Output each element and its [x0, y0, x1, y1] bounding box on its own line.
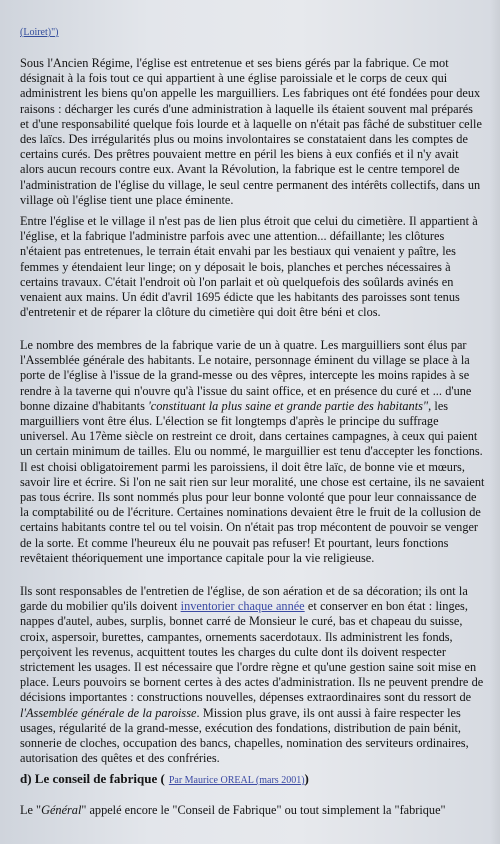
- inventory-link[interactable]: inventorier chaque année: [180, 599, 305, 614]
- paragraph-general-start: Le ": [20, 803, 42, 817]
- page-shadow: [490, 0, 500, 844]
- paragraph-marguilliers-part-2: , les marguilliers vont être élus. L'élection se fit longtemps d'après le principe du suffrage universel. Au 17ème siècle on restreint ce droit, dans certaines campagnes, à ceux qui paient un certain minimum de tailles. Elu ou nommé, le marguillier est tenu d'accepter les fonctions. Il est choisi obligatoirement parmi les paroissiens, il doit être laïc, de bonne vie et mœurs, savoir lire et écrire. Si l'on ne sait rien sur leur moralité, une chose est certaine, ils ne savaient pas tous écrire. Ils sont nommés plus pour leur bonne volonté que pour leur connaissance de la comptabilité ou de l'écriture. Certaines nominations devaient être le fruit de la collusion de certains habitants contre tel ou tel voisin. On n'était pas trop mécontent de pouvoir se venger de la sorte. Et comme l'heureux élu ne pouvait pas refuser! Et pourtant, leurs fonctions revêtaient théoriquement une importance capitale pour la vie religieuse.: [20, 398, 485, 565]
- top-reference-link[interactable]: (Loiret)"): [20, 27, 59, 38]
- paragraph-fabrique-intro: Sous l'Ancien Régime, l'église est entretenue et ses biens gérés par la fabrique. Ce mot désignait à la fois tout ce qui appartient à une église paroissiale et le corps de ceux qui administrent les biens qu'on appelle les marguilliers. Les fabriques ont été fondées pour deux raisons : décharger les curés d'une administration à laquelle ils étaient souvent mal préparés et d'une responsabilité quelque fois lourde et à laquelle on n'était pas fâché de substituer celle des laïcs. Des irrégularités plus ou moins involontaires se constataient dans les comptes de certains curés. Des prêtres pouvaient mettre en péril les biens à eux confiés et il n'y avait alors aucun recours contre eux. Avant la Révolution, la fabrique est le centre temporel de l'administration de l'église du village, le seul centre permanent des intérêts collectifs, dans un village où l'église tient une place éminente.: [20, 56, 482, 207]
- paragraph-general-intro: [20, 803, 486, 818]
- section-heading-title: d) Le conseil de fabrique: [20, 771, 158, 786]
- section-author-close-paren: ): [304, 771, 309, 786]
- paragraph-marguilliers-italic-quote: 'constituant la plus saine et grande partie des habitants": [148, 398, 429, 413]
- paragraph-general-italic: Général: [41, 803, 82, 817]
- paragraph-responsabilites-part-2: et conserver en bon état : linges, nappes d'autel, aubes, surplis, bonnet carré de Monsieur le curé, bas et chapeau du suisse, croix, aspersoir, burettes, campantes, ornements sacerdotaux. Ils administrent les fonds, perçoivent les revenus, acquittent toutes les charges du culte dont ils doivent respecter strictement les usages. Il est nécessaire que l'ordre règne et qu'une gestion saine soit mise en place. Leurs pouvoirs se bornent certes à des actes d'administration. Ils ne peuvent prendre de décisions importantes : constructions nouvelles, dépenses extraordinaires sont du ressort de: [20, 599, 484, 705]
- paragraph-responsabilites-part-1: Ils sont responsables de l'entretien de l'église, de son aération et de sa décoration; ils ont la garde du mobilier qu'ils doivent: [20, 584, 468, 614]
- paragraph-general-end: " appelé encore le "Conseil de Fabrique" ou tout simplement la "fabrique": [81, 803, 446, 817]
- paragraph-marguilliers: [20, 338, 485, 566]
- section-author-open-paren: (: [160, 771, 165, 786]
- section-heading-conseil-de-fabrique: [20, 771, 490, 789]
- paragraph-cimetiere: Entre l'église et le village il n'est pas de lien plus étroit que celui du cimetière. Il appartient à l'église, et la fabrique l'administre parfois avec une attention... défaillante; les clôtures n'étaient pas entretenues, le terrain était envahi par les bestiaux qui venaient y paître, les femmes y étendaient leur linge; on y déposait le bois, planches et perches nécessaires à certains travaux. C'était l'endroit où l'on parlait et où quelquefois des soûlards avinés en venaient aux mains. Un édit d'avril 1695 édicte que les habitants des paroisses sont tenus d'entretenir et de réparer la clôture du cimetière qui doit être béni et clos.: [20, 214, 478, 320]
- paragraph-responsabilites-part-3: . Mission plus grave, ils ont aussi à faire respecter les usages, régularité de la grand-messe, exécution des fondations, distribution de pain bénit, sonnerie de cloches, occupation des bancs, chapelles, nomination des serviteurs ordinaires, autorisation des quêtes et des confréries.: [20, 705, 469, 766]
- section-author-link[interactable]: Par Maurice OREAL (mars 2001): [168, 775, 305, 786]
- paragraph-responsabilites: [20, 584, 485, 766]
- paragraph-marguilliers-part-1: Le nombre des membres de la fabrique varie de un à quatre. Les marguilliers sont élus par l'Assemblée générale des habitants. Le notaire, personnage éminent du village se place à la porte de l'église à l'issue de la grand-messe ou des vêpres, intercepte les moins rapides à se rendre à la taverne qui n'ouvre qu'à l'issue du saint office, et en présence du curé et ... d'une bonne dizaine d'habitants: [20, 338, 472, 413]
- assemblee-generale-italic: l'Assemblée générale de la paroisse: [20, 705, 197, 720]
